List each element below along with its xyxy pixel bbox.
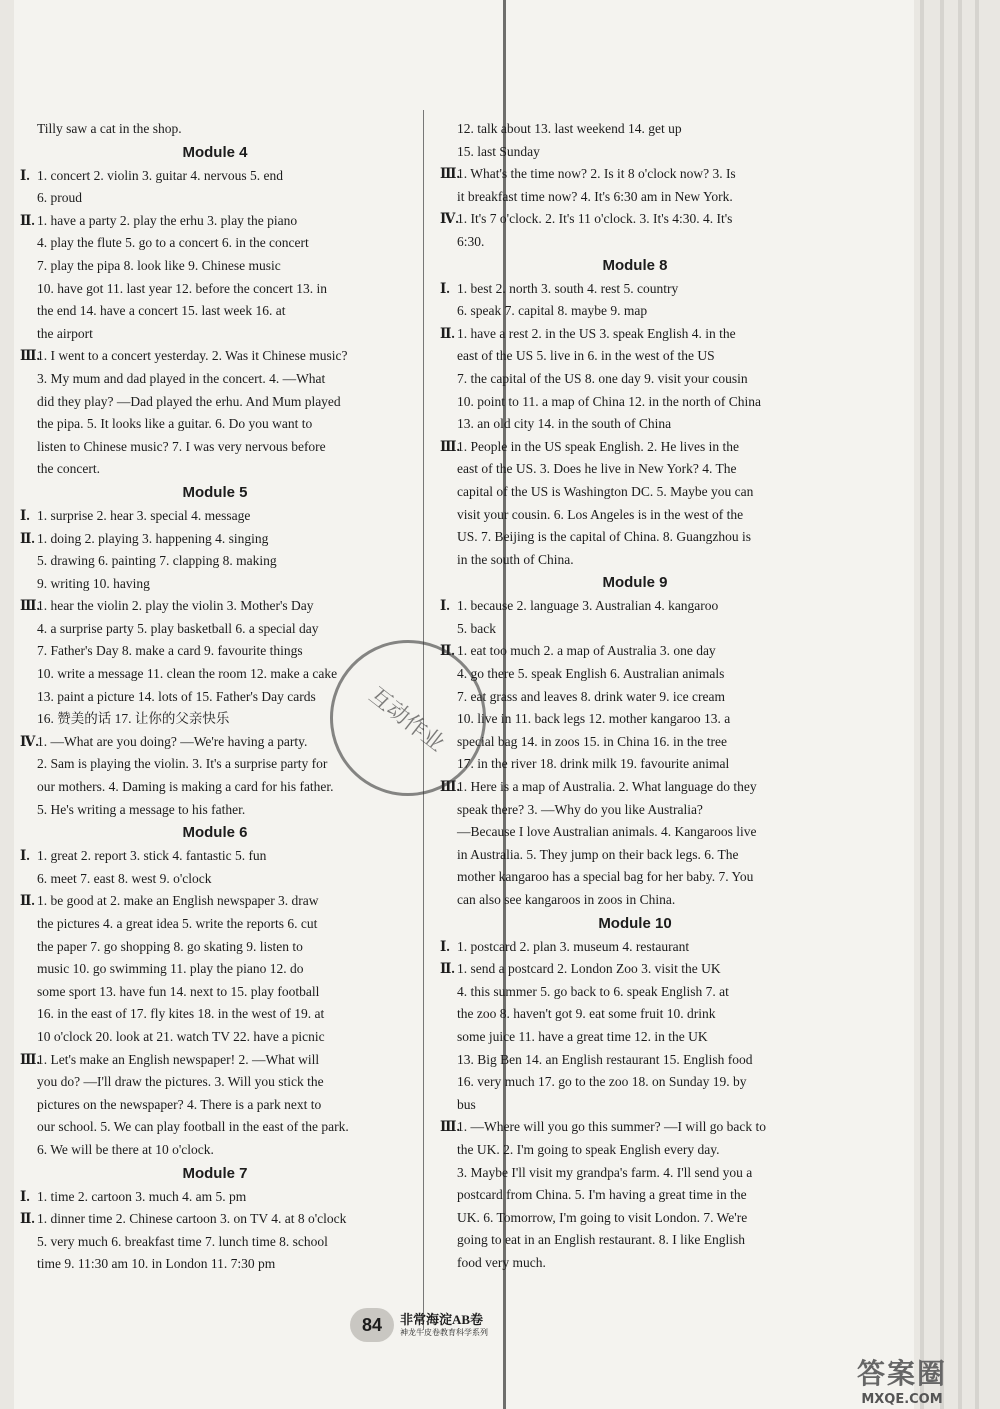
exercise-item	[440, 595, 830, 618]
stamp-text: 互动作业	[364, 682, 450, 757]
section-number: Ⅳ.	[20, 733, 39, 749]
section-number: Ⅰ.	[20, 1188, 30, 1204]
answer-line: the paper 7. go shopping 8. go skating 9. listen to	[37, 938, 303, 954]
answer-line: 16. 赞美的话 17. 让你的父亲快乐	[37, 711, 230, 727]
answer-line: the UK. 2. I'm going to speak English every day.	[457, 1141, 720, 1157]
answer-text: 1. best 2. north 3. south 4. rest 5. country	[457, 280, 679, 296]
answer-text: 1. Let's make an English newspaper! 2. —What will	[37, 1051, 320, 1067]
answer-line: 13. an old city 14. in the south of China	[457, 416, 672, 432]
section-number: Ⅱ.	[20, 1211, 35, 1227]
section-number: Ⅲ.	[20, 1051, 40, 1067]
answer-line: 6:30.	[457, 233, 485, 249]
answer-line: east of the US. 3. Does he live in New York? 4. The	[457, 461, 737, 477]
exercise-item	[440, 1116, 830, 1139]
exercise-item	[20, 210, 410, 233]
logo-text: 答案圈	[856, 1356, 947, 1390]
answer-line: in the south of China.	[457, 551, 574, 567]
answer-line: 4. this summer 5. go back to 6. speak English 7. at	[457, 983, 729, 999]
section-number: Ⅱ.	[440, 961, 455, 977]
answer-line: the concert.	[37, 461, 100, 477]
answer-line: 4. a surprise party 5. play basketball 6. a special day	[37, 620, 319, 636]
section-number: Ⅲ.	[440, 438, 460, 454]
answer-line: capital of the US is Washington DC. 5. Maybe you can	[457, 483, 754, 499]
exercise-item	[440, 278, 830, 301]
answer-line: 13. Big Ben 14. an English restaurant 15. English food	[457, 1051, 753, 1067]
series-subtitle: 神龙牛皮卷教育科学系列	[400, 1328, 488, 1337]
answer-line: our school. 5. We can play football in the east of the park.	[37, 1119, 349, 1135]
module-title: Module 4	[182, 143, 248, 161]
answer-line: 15. last Sunday	[457, 143, 540, 159]
answer-text: 1. because 2. language 3. Australian 4. kangaroo	[457, 598, 719, 614]
answer-text: 1. concert 2. violin 3. guitar 4. nervous 5. end	[37, 167, 283, 183]
exercise-item	[440, 776, 830, 799]
section-number: Ⅱ.	[20, 212, 35, 228]
answer-line: 7. the capital of the US 8. one day 9. visit your cousin	[457, 370, 748, 386]
answer-line: the end 14. have a concert 15. last week 16. at	[37, 303, 286, 319]
answer-line: the pictures 4. a great idea 5. write the reports 6. cut	[37, 916, 318, 931]
answer-text: 1. —Where will you go this summer? —I will go back to	[457, 1119, 766, 1135]
answer-line: 17. in the river 18. drink milk 19. favourite animal	[457, 756, 730, 772]
page-number: 84	[350, 1308, 394, 1342]
section-number: Ⅱ.	[20, 530, 35, 546]
answer-line: Tilly saw a cat in the shop.	[37, 121, 182, 136]
answer-line: some juice 11. have a great time 12. in the UK	[457, 1028, 708, 1044]
exercise-item	[20, 165, 410, 188]
section-number: Ⅰ.	[440, 938, 450, 954]
module-title: Module 7	[182, 1164, 248, 1182]
exercise-item	[440, 436, 830, 459]
exercise-item	[440, 936, 830, 959]
series-block	[400, 1312, 488, 1338]
answer-line: 5. drawing 6. painting 7. clapping 8. making	[37, 553, 277, 569]
series-title: 非常海淀AB卷	[400, 1312, 484, 1327]
answer-line: 3. My mum and dad played in the concert. 4. —What	[37, 370, 326, 386]
answer-line: special bag 14. in zoos 15. in China 16. in the tree	[457, 733, 727, 749]
page-edge	[920, 0, 924, 1409]
answer-line: 5. back	[457, 620, 496, 636]
exercise-item	[440, 208, 830, 231]
answer-line: mother kangaroo has a special bag for her baby. 7. You	[457, 869, 754, 885]
answer-text: 1. hear the violin 2. play the violin 3. Mother's Day	[37, 598, 314, 614]
answer-text: 1. I went to a concert yesterday. 2. Was it Chinese music?	[37, 348, 348, 364]
exercise-item	[20, 890, 410, 913]
page-edge	[958, 0, 962, 1409]
exercise-item	[440, 163, 830, 186]
answer-line: going to eat in an English restaurant. 8. I like English	[457, 1232, 745, 1248]
answer-line: 10 o'clock 20. look at 21. watch TV 22. have a picnic	[37, 1028, 325, 1044]
answer-line: 10. have got 11. last year 12. before the concert 13. in	[37, 280, 328, 296]
answer-line: 4. play the flute 5. go to a concert 6. in the concert	[37, 235, 309, 251]
section-number: Ⅰ.	[20, 507, 30, 523]
right-column	[440, 118, 830, 1275]
exercise-item	[20, 845, 410, 868]
page-edge	[975, 0, 979, 1409]
section-number: Ⅲ.	[440, 779, 460, 795]
answer-text: 1. be good at 2. make an English newspaper 3. draw	[37, 893, 319, 909]
answer-line: visit your cousin. 6. Los Angeles is in the west of the	[457, 506, 744, 522]
module-title: Module 6	[182, 824, 248, 842]
answer-text: 1. great 2. report 3. stick 4. fantastic 5. fun	[37, 848, 267, 864]
answer-line: 5. very much 6. breakfast time 7. lunch time 8. school	[37, 1233, 328, 1249]
answer-line: bus	[457, 1096, 476, 1112]
answer-line: 5. He's writing a message to his father.	[37, 801, 246, 817]
answer-text: 1. It's 7 o'clock. 2. It's 11 o'clock. 3. It's 4:30. 4. It's	[457, 211, 733, 227]
exercise-item	[20, 1049, 410, 1072]
answer-text: 1. surprise 2. hear 3. special 4. message	[37, 507, 251, 523]
answer-text: 1. People in the US speak English. 2. He lives in the	[457, 438, 739, 454]
exercise-item	[20, 345, 410, 368]
answer-line: it breakfast time now? 4. It's 6:30 am in New York.	[457, 188, 733, 204]
module-title: Module 9	[602, 574, 668, 592]
answer-line: the pipa. 5. It looks like a guitar. 6. Do you want to	[37, 416, 313, 432]
answer-line: 10. point to 11. a map of China 12. in the north of China	[457, 393, 761, 409]
answer-line: —Because I love Australian animals. 4. Kangaroos live	[457, 824, 757, 840]
answer-line: can also see kangaroos in zoos in China.	[457, 892, 676, 907]
answer-text: 1. time 2. cartoon 3. much 4. am 5. pm	[37, 1188, 247, 1204]
exercise-item	[20, 1186, 410, 1209]
section-number: Ⅱ.	[440, 325, 455, 341]
answer-line: listen to Chinese music? 7. I was very nervous before	[37, 438, 326, 454]
answer-line: 6. meet 7. east 8. west 9. o'clock	[37, 870, 212, 886]
module-title: Module 8	[602, 256, 668, 274]
answer-line: 7. play the pipa 8. look like 9. Chinese music	[37, 257, 281, 273]
answer-line: in Australia. 5. They jump on their back legs. 6. The	[457, 846, 739, 862]
answer-line: you do? —I'll draw the pictures. 3. Will you stick the	[37, 1074, 324, 1090]
answer-line: 2. Sam is playing the violin. 3. It's a surprise party for	[37, 756, 328, 772]
answer-line: 6. proud	[37, 190, 82, 206]
answer-line: speak there? 3. —Why do you like Australia?	[457, 801, 703, 817]
section-number: Ⅳ.	[440, 211, 459, 227]
answer-line: US. 7. Beijing is the capital of China. 8. Guangzhou is	[457, 529, 751, 545]
answer-text: 1. doing 2. playing 3. happening 4. singing	[37, 530, 269, 546]
answer-line: the zoo 8. haven't got 9. eat some fruit 10. drink	[457, 1006, 716, 1022]
exercise-item	[440, 958, 830, 981]
answer-line: 10. live in 11. back legs 12. mother kangaroo 13. a	[457, 711, 731, 727]
answer-text: 1. send a postcard 2. London Zoo 3. visit the UK	[457, 961, 721, 977]
exercise-item	[20, 595, 410, 618]
answer-line: our mothers. 4. Daming is making a card for his father.	[37, 779, 334, 795]
section-number: Ⅱ.	[440, 643, 455, 659]
exercise-item	[20, 528, 410, 551]
answer-line: time 9. 11:30 am 10. in London 11. 7:30 pm	[37, 1256, 276, 1272]
section-number: Ⅲ.	[440, 166, 460, 182]
answer-text: 1. What's the time now? 2. Is it 8 o'clock now? 3. Is	[457, 166, 736, 182]
page-edge	[940, 0, 944, 1409]
answer-line: music 10. go swimming 11. play the piano 12. do	[37, 961, 304, 977]
module-title: Module 5	[182, 483, 248, 501]
section-number: Ⅰ.	[440, 280, 450, 296]
answer-line: 7. Father's Day 8. make a card 9. favourite things	[37, 643, 303, 659]
answer-line: 6. We will be there at 10 o'clock.	[37, 1141, 214, 1157]
answer-line: 4. go there 5. speak English 6. Australian animals	[457, 666, 725, 682]
answer-line: 6. speak 7. capital 8. maybe 9. map	[457, 303, 648, 319]
answer-line: the airport	[37, 325, 93, 341]
section-number: Ⅲ.	[20, 598, 40, 614]
answer-line: pictures on the newspaper? 4. There is a park next to	[37, 1096, 322, 1112]
exercise-item	[20, 1208, 410, 1231]
answer-line: 9. writing 10. having	[37, 575, 150, 591]
exercise-item	[20, 505, 410, 528]
logo-url: MXQE.COM	[861, 1391, 943, 1407]
section-number: Ⅰ.	[20, 848, 30, 864]
answer-line: postcard from China. 5. I'm having a great time in the	[457, 1187, 747, 1203]
section-number: Ⅰ.	[20, 167, 30, 183]
answer-line: 10. write a message 11. clean the room 12. make a cake	[37, 666, 338, 682]
module-title: Module 10	[598, 914, 672, 932]
section-number: Ⅲ.	[20, 348, 40, 364]
answer-line: 16. in the east of 17. fly kites 18. in the west of 19. at	[37, 1006, 325, 1022]
answer-line: 7. eat grass and leaves 8. drink water 9. ice cream	[457, 688, 726, 704]
page-footer	[350, 1305, 488, 1345]
answer-text: 1. —What are you doing? —We're having a party.	[37, 733, 308, 749]
section-number: Ⅲ.	[440, 1119, 460, 1135]
answer-text: 1. postcard 2. plan 3. museum 4. restaurant	[457, 938, 690, 954]
answer-line: some sport 13. have fun 14. next to 15. play football	[37, 983, 320, 999]
answer-line: 16. very much 17. go to the zoo 18. on Sunday 19. by	[457, 1074, 747, 1090]
answer-line: 3. Maybe I'll visit my grandpa's farm. 4. I'll send you a	[457, 1164, 753, 1180]
answer-line: 13. paint a picture 14. lots of 15. Father's Day cards	[37, 688, 316, 704]
answer-text: 1. Here is a map of Australia. 2. What language do they	[457, 779, 757, 795]
answer-text: 1. eat too much 2. a map of Australia 3. one day	[457, 643, 716, 659]
answer-line: food very much.	[457, 1254, 546, 1270]
answer-text: 1. dinner time 2. Chinese cartoon 3. on TV 4. at 8 o'clock	[37, 1211, 347, 1227]
exercise-item	[440, 640, 830, 663]
answer-line: did they play? —Dad played the erhu. And Mum played	[37, 393, 341, 409]
exercise-item	[440, 323, 830, 346]
section-number: Ⅰ.	[440, 598, 450, 614]
answer-text: 1. have a rest 2. in the US 3. speak English 4. in the	[457, 325, 736, 341]
section-number: Ⅱ.	[20, 893, 35, 909]
answer-line: 12. talk about 13. last weekend 14. get up	[457, 121, 682, 136]
answer-line: east of the US 5. live in 6. in the west of the US	[457, 348, 715, 364]
answer-text: 1. have a party 2. play the erhu 3. play the piano	[37, 212, 298, 228]
site-logo[interactable]	[812, 1352, 992, 1406]
answer-line: UK. 6. Tomorrow, I'm going to visit London. 7. We're	[457, 1209, 748, 1225]
